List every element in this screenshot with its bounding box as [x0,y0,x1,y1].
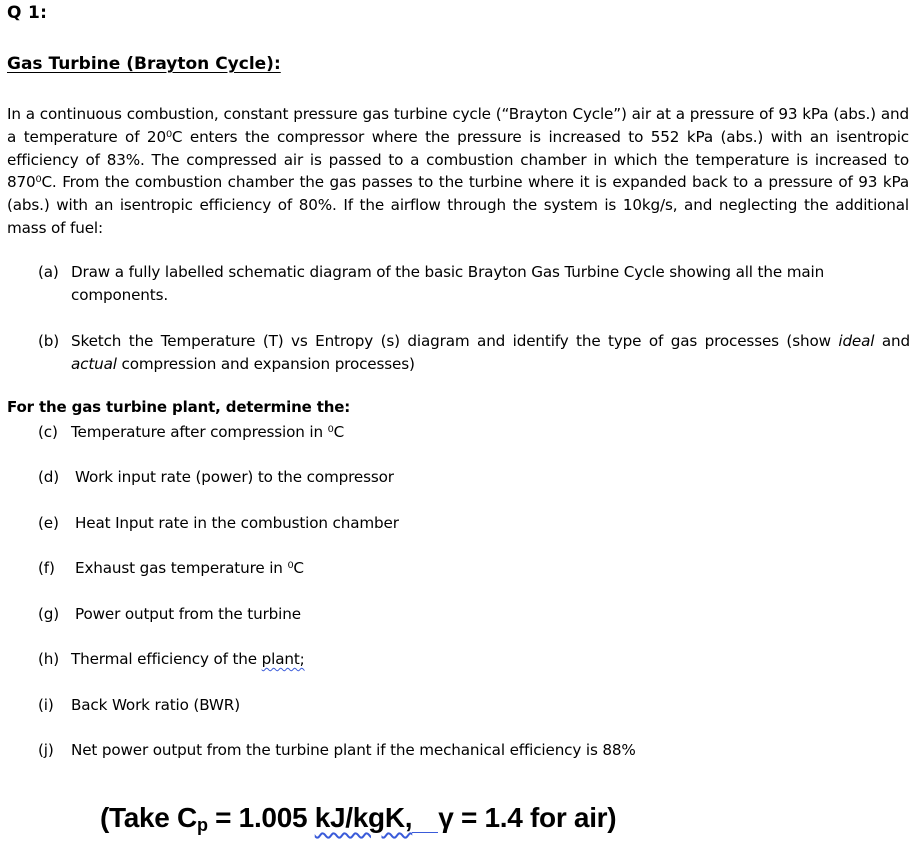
part-c [38,421,910,444]
question-number: Q 1: [7,3,48,23]
given-gamma: γ = 1.4 for air) [438,802,617,833]
given-cp-subscript: p [196,815,208,835]
part-j [38,739,910,762]
part-e-marker: (e) [38,514,59,532]
part-c-marker: (c) [38,423,58,441]
part-a-marker: (a) [38,263,59,281]
part-b-actual: actual [71,354,117,373]
part-b-text-start: Sketch the Temperature (T) vs Entropy (s) diagram and identify the type of gas processes (show [71,332,839,350]
part-b-text [71,330,910,376]
part-j-marker: (j) [38,741,54,759]
part-h-text-start: Thermal efficiency of the [71,650,262,668]
part-h [38,648,910,671]
part-b-ideal: ideal [838,332,875,350]
problem-statement: In a continuous combustion, constant pressure gas turbine cycle (“Brayton Cycle”) air at a pressure of 93 kPa (abs.) and a temperature of 20⁰C enters the compressor where the pressure is increased to 552 kPa (abs.) with an isentropic efficiency of 83%. The compressed air is passed to a combustion chamber in which the temperature is increased to 870⁰C. From the combustion chamber the gas passes to the turbine where it is expanded back to a pressure of 93 kPa (abs.) with an isentropic efficiency of 80%. If the airflow through the system is 10kg/s, and neglecting the additional mass of fuel: [7,105,909,237]
part-f-text: Exhaust gas temperature in ⁰C [75,559,304,577]
determine-heading: For the gas turbine plant, determine the: [7,398,351,416]
part-g-text: Power output from the turbine [75,605,301,623]
part-j-text: Net power output from the turbine plant if the mechanical efficiency is 88% [71,741,636,759]
given-open: (Take C [100,802,197,833]
part-g [38,603,910,626]
given-cp-value: = 1.005 [207,802,315,833]
part-b-text-end: compression and expansion processes) [116,354,415,373]
part-d-text: Work input rate (power) to the compressor [75,468,394,486]
given-constants [100,802,616,836]
section-title: Gas Turbine (Brayton Cycle): [7,54,281,74]
part-i-text: Back Work ratio (BWR) [71,696,240,714]
part-b [38,330,910,376]
part-a [38,261,910,307]
given-unit-spellcheck: kJ/kgK, [314,802,413,833]
part-h-text [71,648,910,671]
part-f-marker: (f) [38,559,55,577]
part-i [38,694,910,717]
part-e-text: Heat Input rate in the combustion chamber [75,514,399,532]
part-d [38,466,910,489]
part-h-spellcheck-word: plant; [261,650,305,668]
part-g-marker: (g) [38,605,60,623]
part-e [38,512,910,535]
part-i-marker: (i) [38,696,54,714]
part-a-text: Draw a fully labelled schematic diagram of the basic Brayton Gas Turbine Cycle showing all the main components. [71,263,825,304]
part-b-text-mid: and [874,332,910,350]
part-b-marker: (b) [38,332,60,350]
part-f [38,557,910,580]
part-d-marker: (d) [38,468,60,486]
part-c-text: Temperature after compression in ⁰C [71,423,345,441]
given-underline-gap [412,832,438,833]
part-h-marker: (h) [38,650,60,668]
